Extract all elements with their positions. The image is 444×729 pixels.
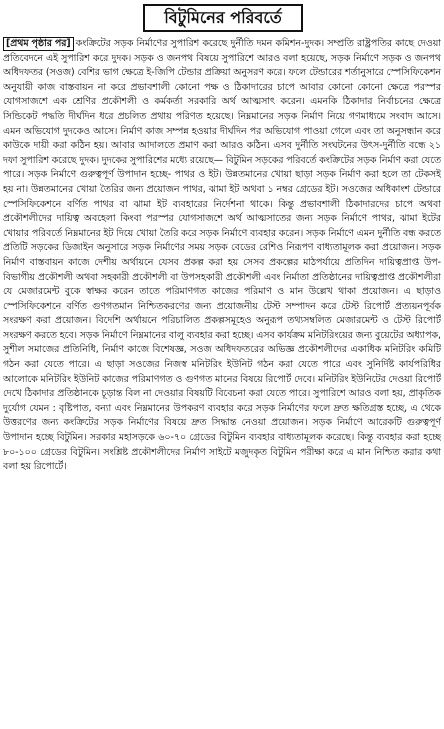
article-body-container: [3, 37, 441, 723]
headline: বিটুমিনের পরিবর্তে: [164, 8, 282, 27]
article-paragraph: [3, 37, 441, 475]
jump-label: [প্রথম পৃষ্ঠার পর]: [3, 37, 74, 51]
article-body-text: কংক্রিটের সড়ক নির্মাণের সুপারিশ করেছে দুর্নীতি দমন কমিশন-দুদক। সম্প্রতি রাষ্ট্রপতির কাছে দেওয়া প্রতিবেদনে এই সুপারিশ করে দুদক। সড়ক ও জনপথ বিষয়ে সুপারিশে আরও বলা হয়েছে, সড়ক নির্মাণে সড়ক ও জনপথ অধিদফতর (সওজ) বেশির ভাগ ক্ষেত্রে ই-জিপি টেন্ডার প্রক্রিয়া অনুসরণ করে। ফলে টেন্ডারের শর্তানুসারে স্পেসিফিকেশন অনুযায়ী কাজ বাস্তবায়ন না করে প্রভাবশালী কোনো পক্ষ ও ঠিকাদারের চাপে আবার কোনো কোনো ক্ষেত্রে পরস্পর যোগসাজশে এক শ্রেণির প্রকৌশলী ও কর্মকর্তা সরকারি অর্থ আত্মসাৎ করেন। এমনকি ঠিকাদার নির্বাচনের ক্ষেত্রে সিন্ডিকেট পদ্ধতি দীর্ঘদিন ধরে প্রচলিত প্রথায় পরিণত হয়েছে। নিম্নমানের সড়ক নির্মাণ নিয়ে গণমাধ্যমে সংবাদ আসে। এমন অভিযোগ দুদকেও আসে। নির্মাণ কাজ সম্পন্ন হওয়ার দীর্ঘদিন পর অভিযোগ পাওয়া গেলে এবং তা অনুসন্ধান করে কাউকে দায়ী করা কঠিন হয়। আবার আদালতে প্রমাণ করা আরও কঠিন। এসব দুর্নীতি সংঘটনের উৎস-দুর্নীতি বন্ধে ২১ দফা সুপারিশ করেছে দুদক। দুদকের সুপারিশের মধ্যে রয়েছে— বিটুমিন সড়কের পরিবর্তে কংক্রিটের সড়ক নির্মাণ করা যেতে পারে। সড়ক নির্মাণে গুরুত্বপূর্ণ উপাদান হচ্ছে- পাথর ও ইট। উন্নতমানের খোয়া ছাড়া সড়ক নির্মাণ করা হলে তা টেকসই হয় না। উন্নতমানের খোয়া তৈরির জন্য প্রয়োজন পাথর, ঝামা ইট অথবা ১ নম্বর গ্রেডের ইট। সওজের অধিকাংশ টেন্ডারে স্পেসিফিকেশনে বর্ণিত পাথর বা ঝামা ইট ব্যবহারের নির্দেশনা থাকে। কিন্তু প্রভাবশালী ঠিকাদারদের চাপে অথবা প্রকৌশলীদের দায়িত্ব অবহেলা কিংবা পরস্পর যোগসাজশে অর্থ আত্মসাতের জন্য সড়ক নির্মাণে পাথর, ঝামা ইটের খোয়ার পরিবর্তে নিম্নমানের ইট দিয়ে খোয়া তৈরি করে সড়ক নির্মাণে ব্যবহার করেন। সড়ক নির্মাণে এমন দুর্নীতি বন্ধ করতে প্রতিটি সড়কের ডিজাইন অনুসারে সড়ক নির্মাণের সময় সড়ক বেডের রেশিও নিরূপণ বাধ্যতামূলক করা প্রয়োজন। সড়ক নির্মাণ বাস্তবায়ন কাজে দেশীয় অর্থায়নে যেসব প্রকল্প করা হয় সেসব প্রকল্পের মাঠপর্যায়ে প্রতিদিন দায়িত্বপ্রাপ্ত উপ-বিভাগীয় প্রকৌশলী অথবা সহকারী প্রকৌশলী বা উপসহকারী প্রকৌশলী এবং নির্মাতা প্রতিষ্ঠানের দায়িত্বপ্রাপ্ত প্রকৌশলীরা যে মেজারমেন্ট বুকে স্বাক্ষর করেন তাতে পরিমাণগত কাজের পরিমাণ ও মান উল্লেখ থাকা প্রয়োজন। এ ছাড়াও স্পেসিফিকেশনে বর্ণিত গুণগতমান নিশ্চিতকরণের জন্য প্রয়োজনীয় টেস্ট সম্পাদন করে টেস্ট রিপোর্ট প্রত্যয়নপূর্বক সংরক্ষণ করা প্রয়োজন। বিদেশি অর্থায়নে পরিচালিত প্রকল্পসমূহেও অনুরূপ তথ্যসম্বলিত মেজারমেন্ট ও টেস্ট রিপোর্ট সংরক্ষণ করতে হবে। সড়ক নির্মাণে নিম্নমানের বালু ব্যবহার করা হচ্ছে। এসব কার্যক্রম মনিটরিংয়ের জন্য বুয়েটের অধ্যাপক, সুশীল সমাজের প্রতিনিধি, নির্মাণ কাজে বিশেষজ্ঞ, সওজ অধিদফতরের অভিজ্ঞ প্রকৌশলীদের একাধিক মনিটরিং কমিটি গঠন করা যেতে পারে। এ ছাড়া সওজের নিজস্ব মনিটরিং ইউনিট গঠন করা যেতে পারে এবং সুনির্দিষ্ট কার্যপরিধির আলোকে মনিটরিং ইউনিট কাজের পরিমাণগত ও গুণগত মানের বিষয়ে রিপোর্ট দেবে। মনিটরিং ইউনিটের দেওয়া রিপোর্ট দেখে ঠিকাদার প্রতিষ্ঠানকে চূড়ান্ত বিল না দেওয়ার বিষয়টি বিবেচনা করা যেতে পারে। সুপারিশে আরও বলা হয়, প্রাকৃতিক দুর্যোগ যেমন : বৃষ্টিপাত, বন্যা এবং নিম্নমানের উপকরণ ব্যবহার করে সড়ক নির্মাণের ফলে দ্রুত ক্ষতিগ্রস্ত হচ্ছে, এ থেকে উত্তরণের জন্য কংক্রিটের সড়ক নির্মাণের বিষয়ে দ্রুত সিদ্ধান্ত নেওয়া প্রয়োজন। সড়ক নির্মাণে আরেকটি গুরুত্বপূর্ণ উপাদান হচ্ছে বিটুমিন। সরকার মহাসড়কে ৬০-৭০ গ্রেডের বিটুমিন ব্যবহার বাধ্যতামূলক করেছে। কিন্তু ব্যবহার করা হচ্ছে ৮০-১০০ গ্রেডের বিটুমিন। সংশ্লিষ্ট প্রকৌশলীদের নির্মাণ সাইটে মজুদকৃত বিটুমিন পরীক্ষা করে এ মান নিশ্চিত করার কথা বলা হয় রিপোর্টে।: [3, 38, 441, 473]
headline-box: [143, 4, 303, 32]
